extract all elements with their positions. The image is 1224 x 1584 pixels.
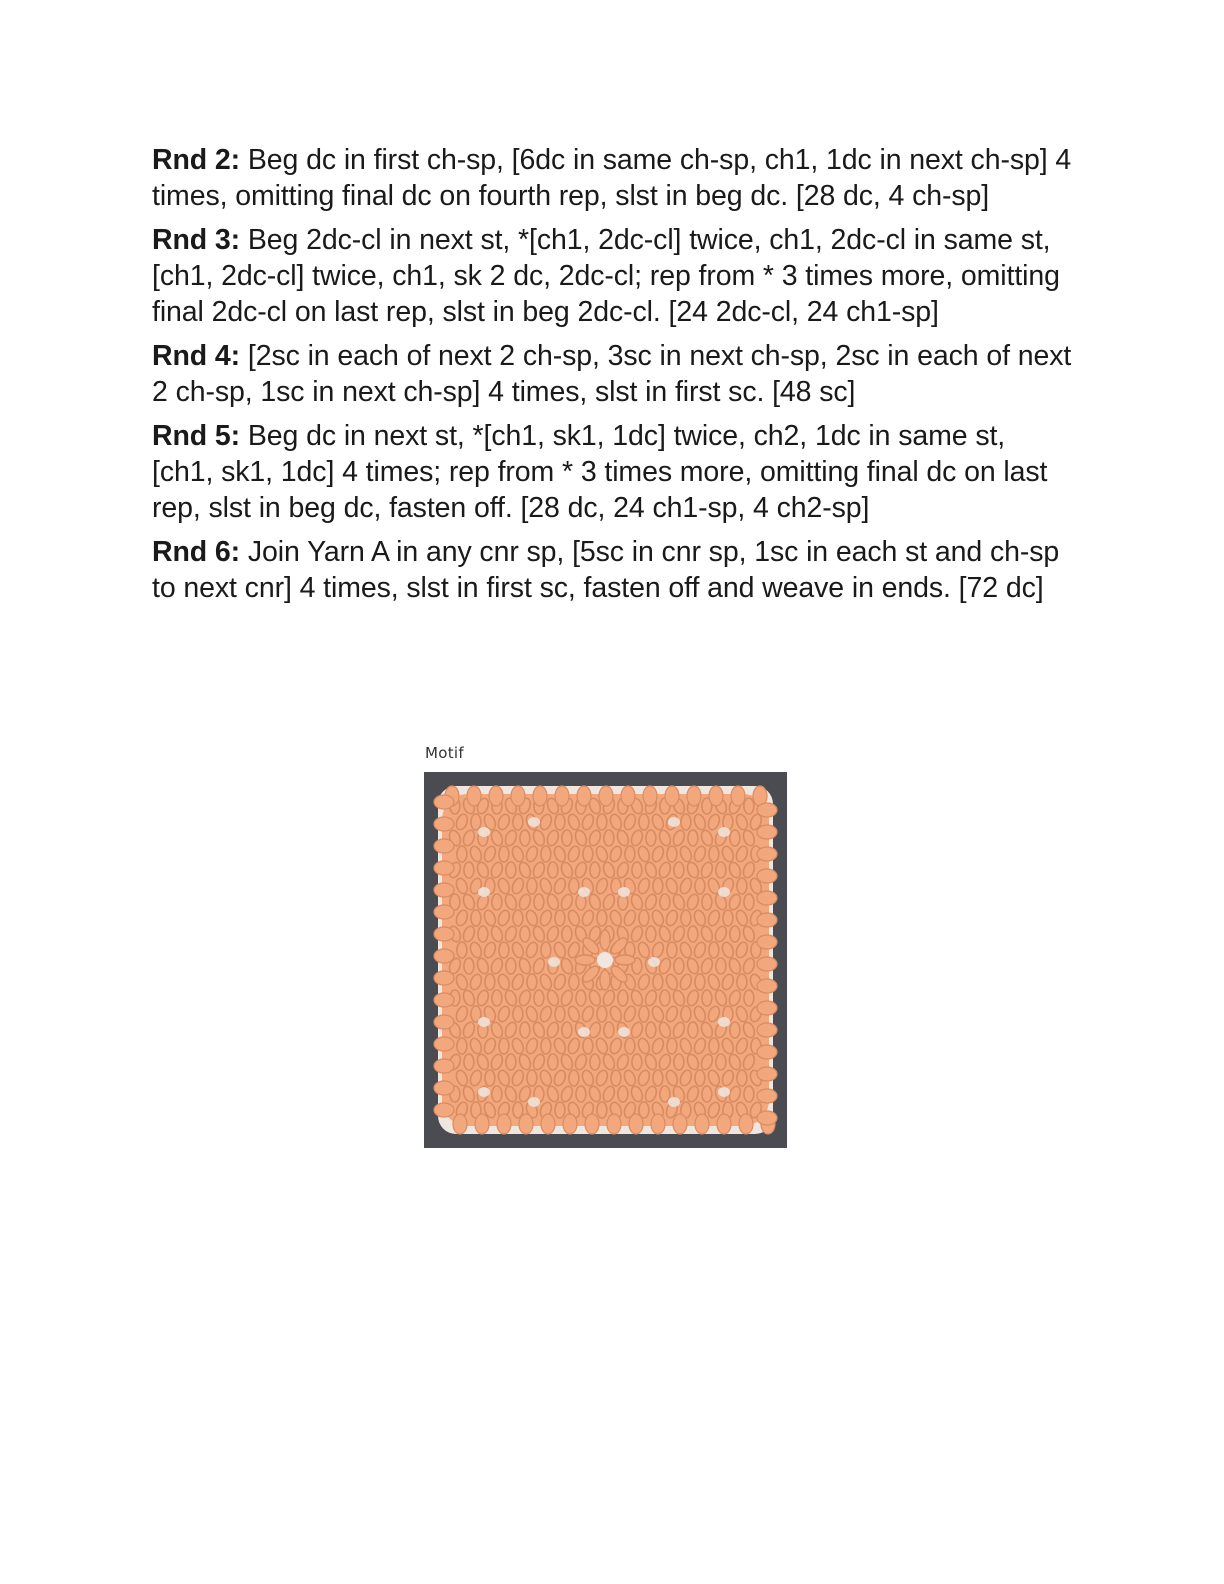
round-2 [152,142,1072,214]
round-text: Beg dc in first ch-sp, [6dc in same ch-sp, ch1, 1dc in next ch-sp] 4 times, omitting final dc on fourth rep, slst in beg dc. [28 dc, 4 ch-sp] [152,144,1072,212]
round-label: Rnd 5: [152,420,241,452]
round-label: Rnd 4: [152,340,241,372]
round-text: Beg dc in next st, *[ch1, sk1, 1dc] twice, ch2, 1dc in same st, [ch1, sk1, 1dc] 4 times; rep from * 3 times more, omitting final dc on last rep, slst in beg dc, fasten off. [28 dc, 24 ch1-sp, 4 ch2-sp] [152,420,1048,524]
round-3 [152,222,1072,330]
round-4 [152,338,1072,410]
pattern-instructions [152,142,1072,614]
round-label: Rnd 2: [152,144,241,176]
round-label: Rnd 3: [152,224,241,256]
round-5 [152,418,1072,526]
motif-figure [424,744,788,1148]
round-text: Join Yarn A in any cnr sp, [5sc in cnr sp, 1sc in each st and ch-sp to next cnr] 4 times, slst in first sc, fasten off and weave in ends. [72 dc] [152,536,1060,604]
figure-caption: Motif [425,744,464,762]
round-label: Rnd 6: [152,536,241,568]
round-text: [2sc in each of next 2 ch-sp, 3sc in next ch-sp, 2sc in each of next 2 ch-sp, 1sc in next ch-sp] 4 times, slst in first sc. [48 sc] [152,340,1072,408]
round-6 [152,534,1072,606]
crochet-motif-photo [424,772,787,1148]
round-text: Beg 2dc-cl in next st, *[ch1, 2dc-cl] twice, ch1, 2dc-cl in same st, [ch1, 2dc-cl] twice, ch1, sk 2 dc, 2dc-cl; rep from * 3 times more, omitting final 2dc-cl on last rep, slst in beg 2dc-cl. [24 2dc-cl, 24 ch1-sp] [152,224,1060,328]
